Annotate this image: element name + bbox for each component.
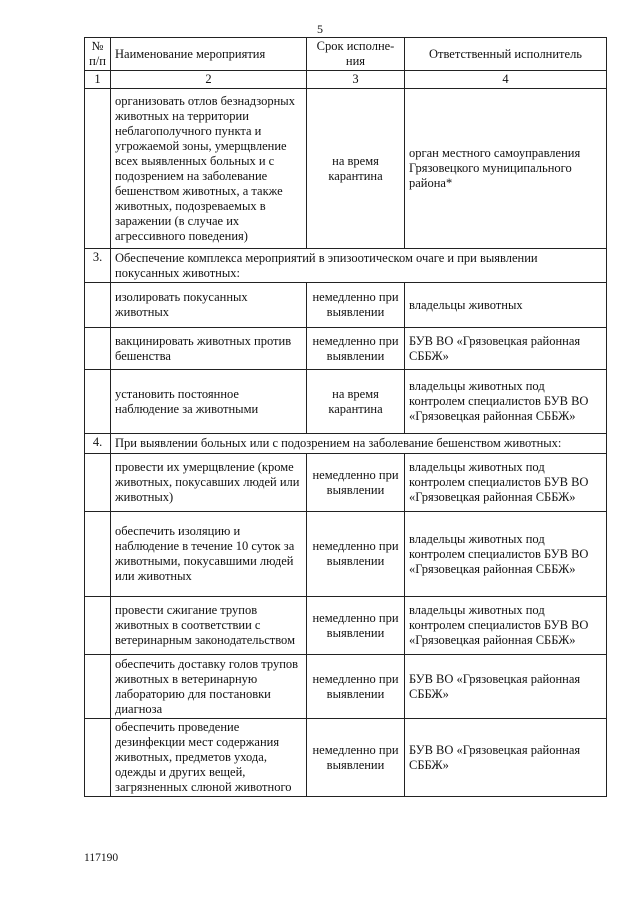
table-row bbox=[85, 328, 607, 370]
col-number: 4 bbox=[405, 71, 607, 89]
measure-term: на время карантина bbox=[307, 89, 405, 249]
row-num-cell bbox=[85, 328, 111, 370]
page-number: 5 bbox=[317, 22, 323, 36]
measure-resp: владельцы животных под контролем специалистов БУВ ВО «Грязовецкая районная СББЖ» bbox=[405, 597, 607, 655]
header-resp: Ответственный исполнитель bbox=[405, 38, 607, 71]
row-num-cell bbox=[85, 283, 111, 328]
measure-name: установить постоянное наблюдение за животными bbox=[111, 370, 307, 434]
measure-name: обеспечить проведение дезинфекции мест содержания животных, предметов ухода, одежды и других вещей, загрязненных слюной животного bbox=[111, 719, 307, 797]
measure-resp: БУВ ВО «Грязовецкая районная СББЖ» bbox=[405, 719, 607, 797]
table-row bbox=[85, 370, 607, 434]
measure-name: организовать отлов безнадзорных животных на территории неблагополучного пункта и угрожаемой зоны, умерщвление всех выявленных больных и с подозрением на заболевание бешенством животных, а также животных, подозреваемых в заражении (в случае их агрессивного поведения) bbox=[111, 89, 307, 249]
measure-resp: орган местного самоуправления Грязовецкого муниципального района* bbox=[405, 89, 607, 249]
measure-resp: владельцы животных под контролем специалистов БУВ ВО «Грязовецкая районная СББЖ» bbox=[405, 454, 607, 512]
measure-term: немедленно при выявлении bbox=[307, 512, 405, 597]
measure-term: немедленно при выявлении bbox=[307, 328, 405, 370]
col-number: 1 bbox=[85, 71, 111, 89]
measure-resp: БУВ ВО «Грязовецкая районная СББЖ» bbox=[405, 328, 607, 370]
document-code: 117190 bbox=[84, 852, 119, 864]
measure-resp: БУВ ВО «Грязовецкая районная СББЖ» bbox=[405, 655, 607, 719]
measure-resp: владельцы животных bbox=[405, 283, 607, 328]
measure-name: провести их умерщвление (кроме животных, покусавших людей или животных) bbox=[111, 454, 307, 512]
measure-name: провести сжигание трупов животных в соответствии с ветеринарным законодательством bbox=[111, 597, 307, 655]
section-title: Обеспечение комплекса мероприятий в эпизоотическом очаге и при выявлении покусанных животных: bbox=[111, 249, 607, 283]
header-row bbox=[85, 38, 607, 71]
column-numbers-row bbox=[85, 71, 607, 89]
measure-name: обеспечить доставку голов трупов животных в ветеринарную лабораторию для постановки диагноза bbox=[111, 655, 307, 719]
measure-term: немедленно при выявлении bbox=[307, 454, 405, 512]
col-number: 2 bbox=[111, 71, 307, 89]
table-row bbox=[85, 655, 607, 719]
measures-table bbox=[84, 37, 607, 797]
measure-term: немедленно при выявлении bbox=[307, 283, 405, 328]
measure-term: немедленно при выявлении bbox=[307, 655, 405, 719]
measure-name: вакцинировать животных против бешенства bbox=[111, 328, 307, 370]
col-number: 3 bbox=[307, 71, 405, 89]
header-term: Срок исполне-ния bbox=[307, 38, 405, 71]
measure-name: обеспечить изоляцию и наблюдение в течение 10 суток за животными, покусавшими людей или животных bbox=[111, 512, 307, 597]
section-number: 4. bbox=[85, 434, 111, 454]
row-num-cell bbox=[85, 370, 111, 434]
measure-name: изолировать покусанных животных bbox=[111, 283, 307, 328]
row-num-cell bbox=[85, 454, 111, 512]
section-title: При выявлении больных или с подозрением на заболевание бешенством животных: bbox=[111, 434, 607, 454]
table-row bbox=[85, 283, 607, 328]
section-number: 3. bbox=[85, 249, 111, 283]
header-name: Наименование мероприятия bbox=[111, 38, 307, 71]
row-num-cell bbox=[85, 597, 111, 655]
table-row bbox=[85, 512, 607, 597]
table-row bbox=[85, 454, 607, 512]
measure-term: немедленно при выявлении bbox=[307, 597, 405, 655]
row-num-cell bbox=[85, 89, 111, 249]
row-num-cell bbox=[85, 655, 111, 719]
header-num: № п/п bbox=[85, 38, 111, 71]
table-row bbox=[85, 719, 607, 797]
measure-resp: владельцы животных под контролем специалистов БУВ ВО «Грязовецкая районная СББЖ» bbox=[405, 512, 607, 597]
measure-term: немедленно при выявлении bbox=[307, 719, 405, 797]
table-row bbox=[85, 89, 607, 249]
measure-resp: владельцы животных под контролем специалистов БУВ ВО «Грязовецкая районная СББЖ» bbox=[405, 370, 607, 434]
row-num-cell bbox=[85, 512, 111, 597]
section-row bbox=[85, 434, 607, 454]
section-row bbox=[85, 249, 607, 283]
row-num-cell bbox=[85, 719, 111, 797]
table-row bbox=[85, 597, 607, 655]
measure-term: на время карантина bbox=[307, 370, 405, 434]
